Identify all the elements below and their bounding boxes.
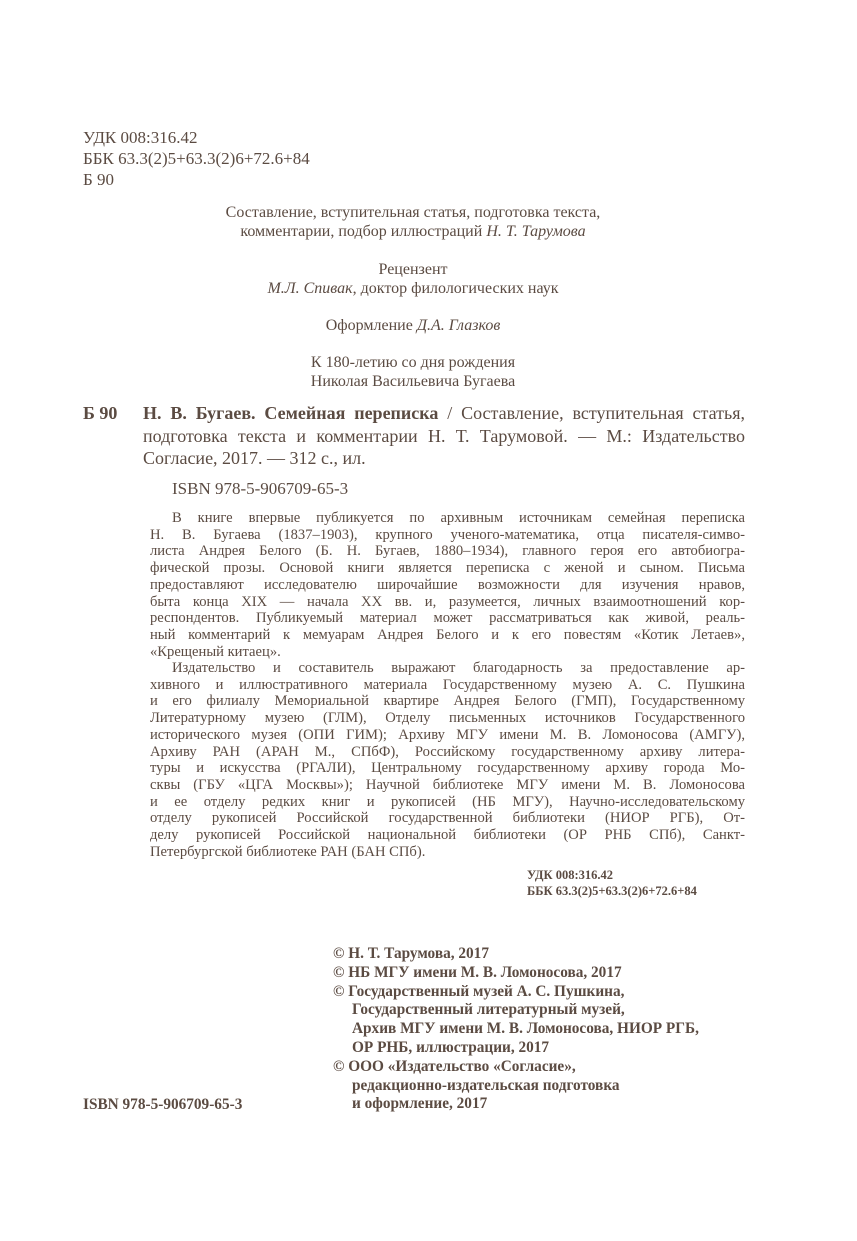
entry-code: Б 90	[83, 403, 118, 423]
abstract-line: и ее отделу редких книг и рукописей (НБ МГУ), Научно-исследовательскому	[150, 793, 745, 810]
abstract-line: туры и искусства (РГАЛИ), Центральному государственному архиву города Мо-	[150, 760, 745, 777]
copyright-block	[333, 945, 699, 1114]
copyright-line: и оформление, 2017	[352, 1095, 488, 1113]
abstract-line: быта конца XIX — начала XX вв. и, разумеется, личных взаимоотношений кор-	[150, 593, 745, 610]
abstract-paragraph-2	[150, 660, 745, 860]
dedication	[150, 353, 676, 391]
copyright-line: © НБ МГУ имени М. В. Ломоносова, 2017	[333, 963, 622, 981]
abstract-line: предоставляют исследователю широчайшие возможности для изучения нравов,	[150, 576, 745, 593]
reviewer-name: М.Л. Спивак	[267, 280, 353, 297]
entry-text: / Составление, вступительная статья,	[438, 403, 745, 423]
dedication-line: Николая Васильевича Бугаева	[310, 373, 516, 390]
isbn-entry: ISBN 978-5-906709-65-3	[172, 479, 349, 498]
udk-code: УДК 008:316.42	[527, 868, 613, 882]
book-title: Н. В. Бугаев. Семейная переписка	[143, 403, 439, 423]
dedication-line: К 180-летию со дня рождения	[310, 354, 516, 371]
abstract-line: «Крещеный китаец».	[150, 643, 281, 660]
abstract-line: Издательство и составитель выражают благодарность за предоставление ар-	[172, 660, 745, 676]
copyright-line: ОР РНБ, иллюстрации, 2017	[352, 1038, 550, 1056]
design-label: Оформление	[325, 317, 413, 334]
copyright-line: Государственный литературный музей,	[352, 1001, 625, 1019]
udk-code: УДК 008:316.42	[83, 128, 198, 147]
reviewer-title: , доктор филологических наук	[352, 280, 559, 297]
abstract-line: хивного и иллюстративного материала Государственному музею А. С. Пушкина	[150, 676, 745, 693]
abstract-line: В книге впервые публикуется по архивным источникам семейная переписка	[172, 510, 745, 526]
entry-text: подготовка текста и комментарии Н. Т. Тарумовой. — М.: Издательство	[143, 425, 745, 446]
reviewer-credit	[150, 260, 676, 298]
bbk-code: ББК 63.3(2)5+63.3(2)6+72.6+84	[527, 884, 697, 898]
compiler-credit	[150, 203, 676, 241]
copyright-line: Архив МГУ имени М. В. Ломоносова, НИОР РГБ,	[352, 1020, 699, 1038]
entry-text: Согласие, 2017. — 312 с., ил.	[143, 448, 366, 468]
abstract-line: Литературному музею (ГЛМ), Отделу письменных источников Государственного	[150, 710, 745, 727]
designer-name: Д.А. Глазков	[416, 317, 501, 334]
copyright-line: редакционно-издательская подготовка	[352, 1076, 620, 1094]
abstract-line: исторического музея (ОПИ ГИМ); Архиву МГУ имени М. В. Ломоносова (АМГУ),	[150, 726, 745, 743]
reviewer-label: Рецензент	[378, 261, 448, 278]
abstract-line: Архиву РАН (АРАН М., СПбФ), Российскому государственному архиву литера-	[150, 743, 745, 760]
copyright-line: © ООО «Издательство «Согласие»,	[333, 1057, 576, 1075]
copyright-line: © Государственный музей А. С. Пушкина,	[333, 982, 625, 1000]
abstract-line: отделу рукописей Российской государственной библиотеки (НИОР РГБ), От-	[150, 810, 745, 827]
compiler-line: Составление, вступительная статья, подготовка текста,	[225, 204, 601, 221]
classification-codes	[527, 867, 697, 899]
abstract-line: фической прозы. Основой книги является переписка с женой и сыном. Письма	[150, 560, 745, 577]
abstract-line: делу рукописей Российской национальной библиотеки (ОР РНБ СПб), Санкт-	[150, 827, 745, 844]
isbn-bottom: ISBN 978-5-906709-65-3	[83, 1096, 243, 1113]
compiler-name: Н. Т. Тарумова	[486, 223, 586, 240]
header-codes	[83, 127, 310, 190]
abstract-line: сквы (ГБУ «ЦГА Москвы»); Научной библиотеке МГУ имени М. В. Ломоносова	[150, 776, 745, 793]
abstract-line: респондентов. Публикуемый материал может рассматриваться как живой, реаль-	[150, 610, 745, 627]
bibliographic-entry	[83, 402, 745, 470]
abstract-line: и его филиалу Мемориальной квартире Андрея Белого (ГМП), Государственному	[150, 693, 745, 710]
abstract-paragraph-1	[150, 510, 745, 660]
compiler-line: комментарии, подбор иллюстраций	[240, 223, 483, 240]
abstract-line: листа Андрея Белого (Б. Н. Бугаев, 1880–1934), главного героя его автобиогра-	[150, 543, 745, 560]
copyright-line: © Н. Т. Тарумова, 2017	[333, 945, 489, 962]
bbk-code: ББК 63.3(2)5+63.3(2)6+72.6+84	[83, 149, 310, 168]
abstract-line: Н. В. Бугаева (1837–1903), крупного ученого-математика, отца писателя-симво-	[150, 526, 745, 543]
abstract-line: Петербургской библиотеке РАН (БАН СПб).	[150, 843, 426, 860]
abstract-line: ный комментарий к мемуарам Андрея Белого и к его повестям «Котик Летаев»,	[150, 626, 745, 643]
author-sign: Б 90	[83, 170, 115, 189]
design-credit	[150, 316, 676, 335]
